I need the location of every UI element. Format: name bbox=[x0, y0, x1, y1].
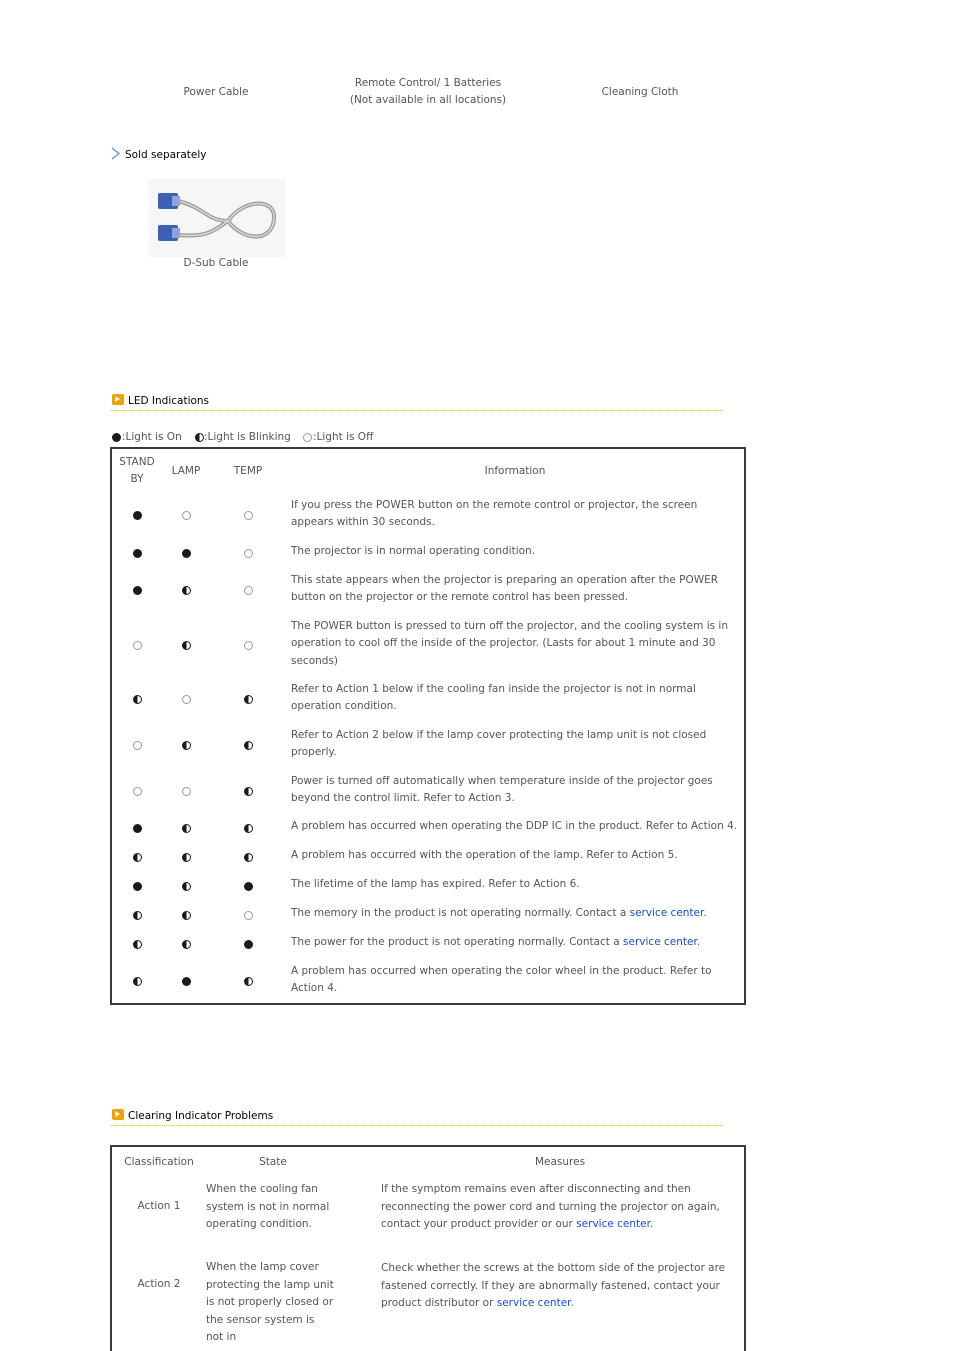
text: Check whether the screws at the bottom side of the projector are fastened correctly. If they are abnormally fastened, contact your product distributor or bbox=[381, 1262, 726, 1309]
clearing-title: Clearing Indicator Problems bbox=[128, 1110, 274, 1122]
text: The POWER button is pressed to turn off the projector, and the cooling system is in operation to cool off the inside of the projector. (Lasts for about 1 minute and 30 seconds) bbox=[291, 619, 728, 667]
light-off-icon bbox=[182, 787, 191, 796]
light-blinking-icon bbox=[182, 911, 191, 920]
remote-control-label bbox=[318, 75, 538, 109]
legend-on-label: :Light is On bbox=[122, 431, 182, 443]
led-indications-title: LED Indications bbox=[128, 395, 210, 407]
light-blinking-icon bbox=[133, 977, 142, 986]
light-off-icon bbox=[303, 433, 312, 442]
header-state: State bbox=[259, 1156, 287, 1168]
light-blinking-icon bbox=[195, 433, 204, 442]
light-off-icon bbox=[133, 741, 142, 750]
led-row-info bbox=[291, 618, 743, 671]
led-row-info bbox=[291, 681, 743, 716]
light-blinking-icon bbox=[133, 853, 142, 862]
header-lamp: LAMP bbox=[171, 465, 201, 477]
light-blinking-icon bbox=[182, 641, 191, 650]
header-temp: TEMP bbox=[233, 465, 263, 477]
light-blinking-icon bbox=[244, 853, 253, 862]
service-center-link[interactable]: service center bbox=[496, 1297, 571, 1309]
section-divider bbox=[111, 1125, 723, 1126]
light-blinking-icon bbox=[182, 940, 191, 949]
text-tail: . bbox=[696, 936, 701, 949]
header-standby bbox=[112, 454, 162, 488]
light-off-icon bbox=[182, 695, 191, 704]
led-row-info bbox=[291, 905, 743, 923]
state-text: When the lamp cover protecting the lamp unit is not properly closed or the sensor system is not in bbox=[206, 1261, 334, 1343]
light-blinking-icon bbox=[244, 695, 253, 704]
light-on-icon bbox=[244, 940, 253, 949]
action-label: Action 2 bbox=[137, 1278, 181, 1290]
text: If the symptom remains even after disconnecting and then reconnecting the power cord and turning the projector on again, contact your product provider or our bbox=[381, 1183, 720, 1230]
text: Refer to Action 1 below if the cooling fan inside the projector is not in normal operation condition. bbox=[291, 682, 696, 712]
sold-separately-title: Sold separately bbox=[125, 149, 207, 161]
light-on-icon bbox=[133, 824, 142, 833]
orange-arrow-icon bbox=[112, 394, 124, 405]
light-on-icon bbox=[133, 586, 142, 595]
text: The memory in the product is not operating normally. Contact a bbox=[291, 907, 630, 920]
text: This state appears when the projector is preparing an operation after the POWER button on the projector or the remote control has been pressed. bbox=[291, 573, 719, 603]
text: A problem has occurred when operating the DDP IC in the product. Refer to Action 4. bbox=[291, 820, 738, 833]
led-legend bbox=[111, 430, 511, 446]
header-standby-line2: BY bbox=[130, 473, 144, 485]
remote-control-line2: (Not available in all locations) bbox=[349, 94, 507, 106]
led-row-info bbox=[291, 963, 743, 998]
measures-text bbox=[381, 1181, 726, 1234]
led-table bbox=[110, 447, 746, 1005]
light-on-icon bbox=[112, 433, 121, 442]
text: If you press the POWER button on the remote control or projector, the screen appears within 30 seconds. bbox=[291, 498, 698, 528]
light-on-icon bbox=[133, 882, 142, 891]
remote-control-line1: Remote Control/ 1 Batteries bbox=[354, 77, 502, 89]
light-off-icon bbox=[133, 641, 142, 650]
light-blinking-icon bbox=[244, 977, 253, 986]
power-cable-label: Power Cable bbox=[183, 86, 249, 98]
action-label: Action 1 bbox=[137, 1200, 181, 1212]
service-center-link[interactable]: service center bbox=[623, 936, 697, 949]
text: The projector is in normal operating condition. bbox=[291, 545, 536, 558]
service-center-link[interactable]: service center bbox=[576, 1218, 650, 1230]
header-classification: Classification bbox=[124, 1156, 194, 1168]
section-divider bbox=[111, 410, 723, 411]
light-blinking-icon bbox=[244, 787, 253, 796]
measures-text bbox=[381, 1260, 726, 1313]
light-blinking-icon bbox=[182, 586, 191, 595]
led-row-info bbox=[291, 876, 743, 894]
light-off-icon bbox=[244, 549, 253, 558]
led-row-info bbox=[291, 847, 743, 865]
orange-arrow-icon bbox=[112, 1109, 124, 1120]
light-on-icon bbox=[244, 882, 253, 891]
clearing-table bbox=[110, 1145, 746, 1351]
led-row-info bbox=[291, 818, 743, 836]
led-row-info bbox=[291, 727, 743, 762]
led-row-info bbox=[291, 934, 743, 952]
text: Refer to Action 2 below if the lamp cover protecting the lamp unit is not closed properly. bbox=[291, 728, 707, 758]
led-row-info bbox=[291, 543, 743, 561]
service-center-link[interactable]: service center bbox=[629, 907, 704, 920]
light-blinking-icon bbox=[244, 741, 253, 750]
legend-off-label: :Light is Off bbox=[313, 431, 374, 443]
light-blinking-icon bbox=[182, 741, 191, 750]
light-blinking-icon bbox=[133, 911, 142, 920]
text: The lifetime of the lamp has expired. Refer to Action 6. bbox=[291, 878, 580, 891]
light-on-icon bbox=[133, 549, 142, 558]
light-blinking-icon bbox=[244, 824, 253, 833]
header-standby-line1: STAND bbox=[119, 456, 155, 468]
text-tail: . bbox=[649, 1218, 654, 1230]
light-blinking-icon bbox=[182, 824, 191, 833]
d-sub-cable-image bbox=[148, 179, 286, 257]
light-off-icon bbox=[244, 641, 253, 650]
text: A problem has occurred with the operation of the lamp. Refer to Action 5. bbox=[291, 849, 678, 862]
chevron-right-outline-icon bbox=[110, 147, 122, 160]
led-row-info bbox=[291, 773, 743, 808]
cleaning-cloth-label: Cleaning Cloth bbox=[601, 86, 679, 98]
text-tail: . bbox=[703, 907, 707, 920]
light-blinking-icon bbox=[182, 853, 191, 862]
header-measures: Measures bbox=[534, 1156, 586, 1168]
light-off-icon bbox=[244, 586, 253, 595]
light-on-icon bbox=[182, 549, 191, 558]
text: The power for the product is not operating normally. Contact a bbox=[291, 936, 624, 949]
light-off-icon bbox=[182, 511, 191, 520]
text-tail: . bbox=[570, 1297, 574, 1309]
light-off-icon bbox=[244, 511, 253, 520]
light-off-icon bbox=[133, 787, 142, 796]
text: A problem has occurred when operating the color wheel in the product. Refer to Action 4. bbox=[291, 964, 712, 994]
led-row-info bbox=[291, 497, 743, 532]
light-blinking-icon bbox=[133, 695, 142, 704]
text: Power is turned off automatically when temperature inside of the projector goes beyond the control limit. Refer to Action 3. bbox=[291, 774, 713, 804]
d-sub-cable-label: D-Sub Cable bbox=[183, 257, 249, 269]
header-information: Information bbox=[484, 465, 546, 477]
light-blinking-icon bbox=[182, 882, 191, 891]
legend-blinking-label: :Light is Blinking bbox=[204, 431, 291, 443]
light-on-icon bbox=[133, 511, 142, 520]
light-blinking-icon bbox=[133, 940, 142, 949]
state-text: When the cooling fan system is not in normal operating condition. bbox=[206, 1183, 330, 1230]
light-on-icon bbox=[182, 977, 191, 986]
led-row-info bbox=[291, 572, 743, 607]
light-off-icon bbox=[244, 911, 253, 920]
